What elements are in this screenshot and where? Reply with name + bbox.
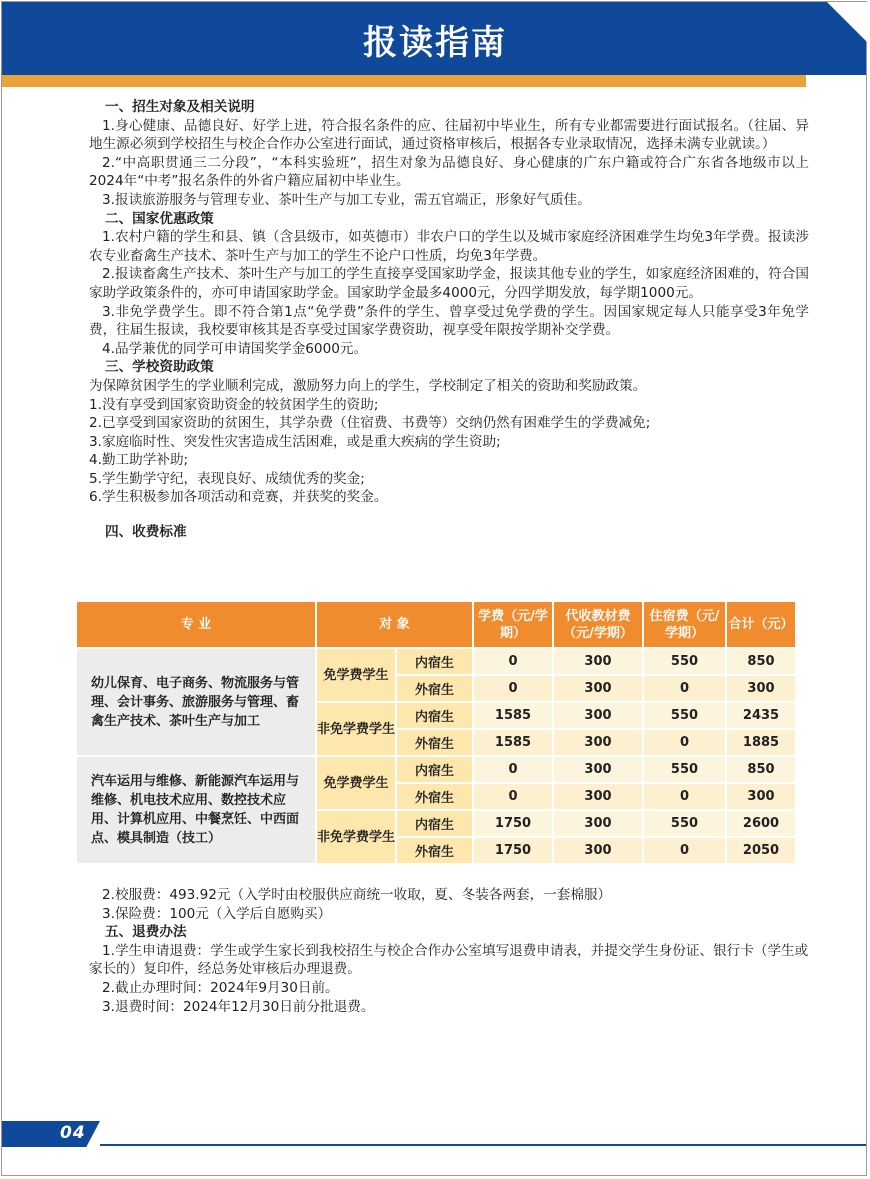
list-item: 6.学生积极参加各项活动和竞赛，并获奖的奖金。 [89, 489, 388, 506]
tuition-cell: 1750 [473, 810, 553, 837]
tuition-cell: 1585 [473, 729, 553, 756]
residence-cell: 外宿生 [396, 837, 473, 864]
after-table-content [89, 886, 809, 1016]
books-cell: 300 [553, 648, 643, 675]
fee-table [75, 600, 797, 865]
list-item: 2.已享受到国家资助的贫困生，其学杂费（住宿费、书费等）交纳仍然有困难学生的学费减免; [89, 415, 651, 432]
paragraph: 3.报读旅游服务与管理专业、茶叶生产与加工专业，需五官端正，形象好气质佳。 [102, 191, 591, 208]
list-item: 5.学生勤学守纪，表现良好、成绩优秀的奖金; [89, 470, 365, 487]
residence-cell: 外宿生 [396, 783, 473, 810]
header-total: 合计（元） [726, 601, 796, 648]
paragraph: 3.保险费：100元（入学后自愿购买） [102, 905, 332, 922]
header-dorm: 住宿费（元/学期） [643, 601, 726, 648]
header-tuition: 学费（元/学期） [473, 601, 553, 648]
paragraph: 为保障贫困学生的学业顺利完成，激励努力向上的学生，学校制定了相关的资助和奖励政策。 [89, 377, 647, 394]
dorm-cell: 550 [643, 702, 726, 729]
table-header-row [76, 601, 796, 648]
residence-cell: 内宿生 [396, 702, 473, 729]
list-item: 3.家庭临时性、突发性灾害造成生活困难，或是重大疾病的学生资助; [89, 433, 501, 450]
list-item: 1.没有享受到国家资助资金的较贫困学生的资助; [89, 396, 379, 413]
residence-cell: 外宿生 [396, 675, 473, 702]
section-heading-1: 一、招生对象及相关说明 [105, 99, 255, 115]
tuition-cell: 1585 [473, 702, 553, 729]
main-content [89, 98, 809, 548]
paragraph: 1.农村户籍的学生和县、镇（含县级市，如英德市）非农户口的学生以及城市家庭经济困难学生均免3年学费。报读涉农专业畜禽生产技术、茶叶生产与加工的学生不论户口性质，均免3年学费。 [89, 229, 809, 264]
dorm-cell: 550 [643, 810, 726, 837]
tuition-cell: 0 [473, 783, 553, 810]
total-cell: 1885 [726, 729, 796, 756]
tuition-cell: 0 [473, 648, 553, 675]
residence-cell: 内宿生 [396, 648, 473, 675]
paragraph: 2.报读畜禽生产技术、茶叶生产与加工的学生直接享受国家助学金，报读其他专业的学生，如家庭经济困难的，符合国家助学政策条件的，亦可申请国家助学金。国家助学金最多4000元，分四学期发放，每学期1000元。 [89, 266, 809, 301]
header-accent-band [2, 75, 806, 87]
paragraph: 1.身心健康、品德良好、好学上进，符合报名条件的应、往届初中毕业生，所有专业都需要进行面试报名。（往届、异地生源必须到学校招生与校企合作办公室进行面试，通过资格审核后，根据各专业录取情况，选择未满专业就读。） [89, 117, 809, 153]
tuition-cell: 0 [473, 756, 553, 783]
paragraph: 1.学生申请退费：学生或学生家长到我校招生与校企合作办公室填写退费申请表，并提交学生身份证、银行卡（学生或家长的）复印件，经总务处审核后办理退费。 [89, 942, 809, 978]
books-cell: 300 [553, 837, 643, 864]
books-cell: 300 [553, 756, 643, 783]
residence-cell: 外宿生 [396, 729, 473, 756]
books-cell: 300 [553, 675, 643, 702]
section-heading-2: 二、国家优惠政策 [105, 210, 214, 227]
list-item: 4.勤工助学补助; [89, 452, 189, 469]
dorm-cell: 0 [643, 837, 726, 864]
total-cell: 850 [726, 756, 796, 783]
dorm-cell: 0 [643, 675, 726, 702]
dorm-cell: 0 [643, 783, 726, 810]
section-heading-3: 三、学校资助政策 [105, 359, 214, 376]
residence-cell: 内宿生 [396, 756, 473, 783]
student-type-cell: 免学费学生 [316, 648, 396, 702]
total-cell: 2050 [726, 837, 796, 864]
paragraph: 3.退费时间：2024年12月30日前分批退费。 [102, 998, 375, 1015]
paragraph: 2.“中高职贯通三二分段”，“本科实验班”，招生对象为品德良好、身心健康的广东户籍或符合广东省各地级市以上2024年“中考”报名条件的外省户籍应届初中毕业生。 [89, 154, 809, 190]
books-cell: 300 [553, 729, 643, 756]
header-target: 对 象 [316, 601, 473, 648]
section-heading-4: 四、收费标准 [105, 524, 187, 541]
tuition-cell: 1750 [473, 837, 553, 864]
books-cell: 300 [553, 783, 643, 810]
dorm-cell: 0 [643, 729, 726, 756]
total-cell: 300 [726, 783, 796, 810]
student-type-cell: 免学费学生 [316, 756, 396, 810]
paragraph: 3.非免学费学生。即不符合第1点“免学费”条件的学生、曾享受过免学费的学生。因国家规定每人只能享受3年免学费，往届生报读，我校要审核其是否享受过国家学费资助，视享受年限按学期补交学费。 [89, 303, 809, 339]
residence-cell: 内宿生 [396, 810, 473, 837]
major-cell: 幼儿保育、电子商务、物流服务与管理、会计事务、旅游服务与管理、畜禽生产技术、茶叶生产与加工 [76, 648, 316, 756]
major-cell: 汽车运用与维修、新能源汽车运用与维修、机电技术应用、数控技术应用、计算机应用、中餐烹饪、中西面点、模具制造（技工） [76, 756, 316, 864]
page-number: 04 [60, 1123, 86, 1143]
section-heading-5: 五、退费办法 [105, 924, 187, 941]
table-row [76, 648, 796, 675]
books-cell: 300 [553, 702, 643, 729]
student-type-cell: 非免学费学生 [316, 810, 396, 864]
footer-line [100, 1144, 866, 1146]
paragraph: 2.校服费：493.92元（入学时由校服供应商统一收取，夏、冬装各两套，一套棉服） [102, 887, 612, 903]
total-cell: 850 [726, 648, 796, 675]
total-cell: 2435 [726, 702, 796, 729]
table-row [76, 756, 796, 783]
total-cell: 300 [726, 675, 796, 702]
student-type-cell: 非免学费学生 [316, 702, 396, 756]
dorm-cell: 550 [643, 756, 726, 783]
paragraph: 2.截止办理时间：2024年9月30日前。 [102, 979, 339, 996]
books-cell: 300 [553, 810, 643, 837]
page-title: 报读指南 [363, 23, 507, 63]
tuition-cell: 0 [473, 675, 553, 702]
dorm-cell: 550 [643, 648, 726, 675]
header-books: 代收教材费（元/学期） [553, 601, 643, 648]
header-major: 专 业 [76, 601, 316, 648]
total-cell: 2600 [726, 810, 796, 837]
paragraph: 4.品学兼优的同学可申请国奖学金6000元。 [102, 340, 368, 357]
